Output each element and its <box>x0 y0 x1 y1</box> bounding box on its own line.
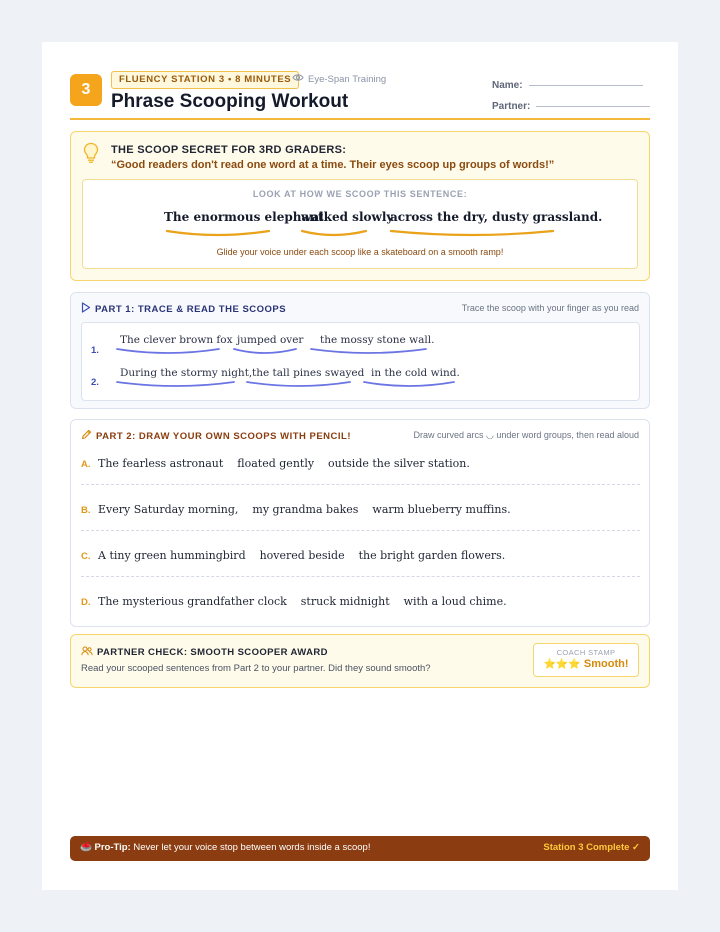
sentence-divider <box>81 576 640 577</box>
practice-sentence: The mysterious grandfather clock struck midnight with a loud chime. <box>98 595 507 608</box>
part1-note: Trace the scoop with your finger as you read <box>461 303 639 313</box>
practice-sentence-row[interactable] <box>81 449 640 481</box>
trace-scoop-arc <box>234 349 296 353</box>
part1-heading <box>81 302 286 316</box>
trace-phrase: the mossy stone wall. <box>320 334 435 346</box>
trace-scoop-arc <box>311 349 426 353</box>
practice-sentence: A tiny green hummingbird hovered beside the bright garden flowers. <box>98 549 506 562</box>
part2-note: Draw curved arcs ◡ under word groups, then read aloud <box>413 430 639 440</box>
practice-sentence: Every Saturday morning, my grandma bakes warm blueberry muffins. <box>98 503 511 516</box>
worksheet-header <box>70 70 650 120</box>
station-number-badge: 3 <box>70 74 102 106</box>
student-fields <box>492 76 650 118</box>
people-icon <box>81 646 93 659</box>
station-tag: FLUENCY STATION 3 • 8 MINUTES <box>111 71 299 89</box>
row-number: 1. <box>91 345 99 356</box>
practice-sentence-row[interactable] <box>81 495 640 527</box>
example-phrases <box>83 210 637 240</box>
sparkle-icon: 🥌 <box>80 842 92 853</box>
pencil-icon <box>81 429 92 443</box>
trace-scoop-arc <box>247 382 350 386</box>
play-icon <box>81 302 91 316</box>
row-number: 2. <box>91 377 99 388</box>
practice-sentence-row[interactable] <box>81 541 640 573</box>
partner-heading-text: PARTNER CHECK: SMOOTH SCOOPER AWARD <box>97 647 328 658</box>
page-title: Phrase Scooping Workout <box>111 91 349 112</box>
lightbulb-icon <box>83 142 99 164</box>
part1-heading-text: PART 1: TRACE & READ THE SCOOPS <box>95 303 287 315</box>
partner-heading <box>81 646 328 659</box>
example-label: LOOK AT HOW WE SCOOP THIS SENTENCE: <box>252 189 468 199</box>
part1-section <box>70 292 650 409</box>
worksheet-page <box>42 42 678 890</box>
header-divider <box>70 118 650 120</box>
part2-heading <box>81 429 351 443</box>
pro-tip-label: Pro-Tip: <box>94 842 131 853</box>
practice-sentence: The fearless astronaut floated gently outside the silver station. <box>98 457 470 470</box>
star-icons: ⭐⭐⭐ <box>543 659 581 670</box>
coach-stamp-label: COACH STAMP <box>556 648 616 657</box>
scoop-secret-box <box>70 131 650 281</box>
trace-phrase: The clever brown fox <box>120 334 233 346</box>
example-phrase: across the dry, dusty grassland. <box>390 210 603 224</box>
station-status: Station 3 Complete ✓ <box>543 842 640 853</box>
trace-phrase: the tall pines swayed <box>252 367 365 379</box>
glide-tip: Glide your voice under each scoop like a skateboard on a smooth ramp! <box>216 247 504 257</box>
example-phrase: The enormous elephant <box>164 210 324 224</box>
trace-scoop-arc <box>364 382 454 386</box>
trace-box <box>81 322 640 401</box>
example-sentence-box <box>82 179 638 269</box>
name-field[interactable] <box>529 85 643 86</box>
partner-label: Partner: <box>492 100 531 112</box>
sentence-divider <box>81 530 640 531</box>
sentence-letter: A. <box>81 459 91 470</box>
coach-stamp[interactable] <box>533 643 639 677</box>
trace-phrase: in the cold wind. <box>371 367 460 379</box>
part2-section <box>70 419 650 627</box>
trace-scoop-arc <box>117 382 234 386</box>
pro-tip <box>80 842 370 853</box>
example-scoop-arc <box>302 231 366 235</box>
practice-sentence-row[interactable] <box>81 587 640 619</box>
trace-scoop-arc <box>117 349 219 353</box>
partner-check-box <box>70 634 650 688</box>
partner-instructions: Read your scooped sentences from Part 2 to your partner. Did they sound smooth? <box>81 663 431 674</box>
sentence-letter: C. <box>81 551 91 562</box>
trace-phrase: During the stormy night, <box>120 367 253 379</box>
coach-stamp-text: Smooth! <box>583 658 629 670</box>
example-scoop-arc <box>167 231 269 235</box>
eye-icon <box>292 73 304 85</box>
secret-heading: THE SCOOP SECRET FOR 3RD GRADERS: <box>111 144 347 156</box>
partner-field[interactable] <box>536 106 650 107</box>
sentence-letter: D. <box>81 597 91 608</box>
example-phrase: walked slowly <box>301 210 394 224</box>
trace-phrase: jumped over <box>237 334 304 346</box>
pro-tip-text: Never let your voice stop between words inside a scoop! <box>133 842 371 853</box>
coach-stamp-value <box>534 658 638 670</box>
training-label-text: Eye-Span Training <box>308 73 387 85</box>
sentence-letter: B. <box>81 505 91 516</box>
footer-bar <box>70 836 650 861</box>
part2-heading-text: PART 2: DRAW YOUR OWN SCOOPS WITH PENCIL! <box>96 430 352 442</box>
training-label <box>292 73 386 85</box>
secret-quote: “Good readers don't read one word at a time. Their eyes scoop up groups of words!” <box>111 159 555 171</box>
name-label: Name: <box>492 79 523 91</box>
example-scoop-arc <box>391 231 553 235</box>
sentence-divider <box>81 484 640 485</box>
